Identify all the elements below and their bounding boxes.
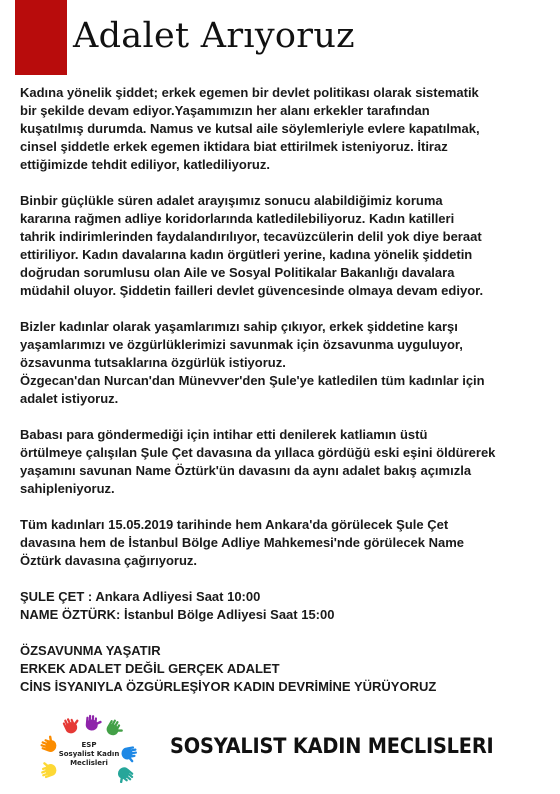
esp-logo bbox=[30, 713, 148, 783]
paragraph: Bizler kadınlar olarak yaşamlarımızı sahip çıkıyor, erkek şiddetine karşı yaşamlarımızı ve özgürlüklerimizi savunmak için özsavunma uyguluyor, özsavunma tutsaklarına özgürlük istiyoruz. Özgecan'dan Nurcan'dan Münevver'den Şule'ye katledilen tüm kadınlar için adalet istiyoruz. bbox=[20, 319, 485, 406]
paragraph: Babası para göndermediği için intihar etti denilerek katliamın üstü örtülmeye çalışılan Şule Çet davasına da yıllaca gördüğü eski eşini öldürerek yaşamını savunan Name Öztürk'ün davasını da aynı adalet bakış açımızla sahipleniyoruz. bbox=[20, 427, 496, 496]
slogans-list bbox=[20, 642, 548, 696]
logo-text-line2: Sosyalist Kadın bbox=[58, 750, 120, 758]
hearing-item: ŞULE ÇET : Ankara Adliyesi Saat 10:00 bbox=[20, 589, 261, 604]
slogan-item: ERKEK ADALET DEĞİL GERÇEK ADALET bbox=[20, 661, 280, 676]
slogan-item: CİNS İSYANIYLA ÖZGÜRLEŞİYOR KADIN DEVRİMİNE YÜRÜYORUZ bbox=[20, 679, 437, 694]
hands-logo-icon bbox=[30, 713, 148, 783]
hearing-item: NAME ÖZTÜRK: İstanbul Bölge Adliyesi Saat 15:00 bbox=[20, 607, 335, 622]
hand-icon bbox=[121, 746, 139, 764]
red-accent-bar bbox=[15, 0, 67, 75]
hand-icon bbox=[105, 718, 127, 739]
hand-icon bbox=[62, 714, 83, 735]
hand-icon bbox=[113, 765, 135, 783]
hand-icon bbox=[85, 715, 102, 732]
paragraph: Tüm kadınları 15.05.2019 tarihinde hem Ankara'da görülecek Şule Çet davasına hem de İstanbul Bölge Adliye Mahkemesi'nde görülecek Name Öztürk davasına çağırıyoruz. bbox=[20, 517, 465, 568]
logo-text-line3: Meclisleri bbox=[70, 759, 108, 767]
logo-text-line1: ESP bbox=[81, 741, 97, 749]
organization-name: SOSYALIST KADIN MECLISLERI bbox=[170, 734, 494, 758]
hand-icon bbox=[38, 759, 58, 779]
slogan-item: ÖZSAVUNMA YAŞATIR bbox=[20, 643, 161, 658]
hand-icon bbox=[39, 733, 59, 753]
paragraph: Kadına yönelik şiddet; erkek egemen bir devlet politikası olarak sistematik bir şekilde devam ediyor.Yaşamımızın her alanı erkekler tarafından kuşatılmış durumda. Namus ve kutsal aile söylemleriyle evlere kapatılmak, cinsel şiddetle erkek egemen iktidara biat ettirilmek isteniyoruz. İtiraz ettiğimizde tehdit ediliyor, katlediliyoruz. bbox=[20, 85, 480, 172]
hearings-list bbox=[20, 588, 548, 624]
paragraph: Binbir güçlükle süren adalet arayışımız sonucu alabildiğimiz koruma kararına rağmen adliye koridorlarında katledilebiliyoruz. Kadın katilleri tahrik indirimlerinden faydalandırılıyor, tecavüzcülerin delil yok diye beraat ettiriliyor. Kadın davalarına kadın örgütleri yerine, kadına yönelik şiddetin doğrudan sorumlusu olan Aile ve Sosyal Politikalar Bakanlığı davalara müdahil oluyor. Şiddetin failleri devlet güvencesinde olmaya devam ediyor. bbox=[20, 193, 484, 298]
page-title: Adalet Arıyoruz bbox=[73, 16, 355, 56]
document-body bbox=[20, 84, 548, 714]
